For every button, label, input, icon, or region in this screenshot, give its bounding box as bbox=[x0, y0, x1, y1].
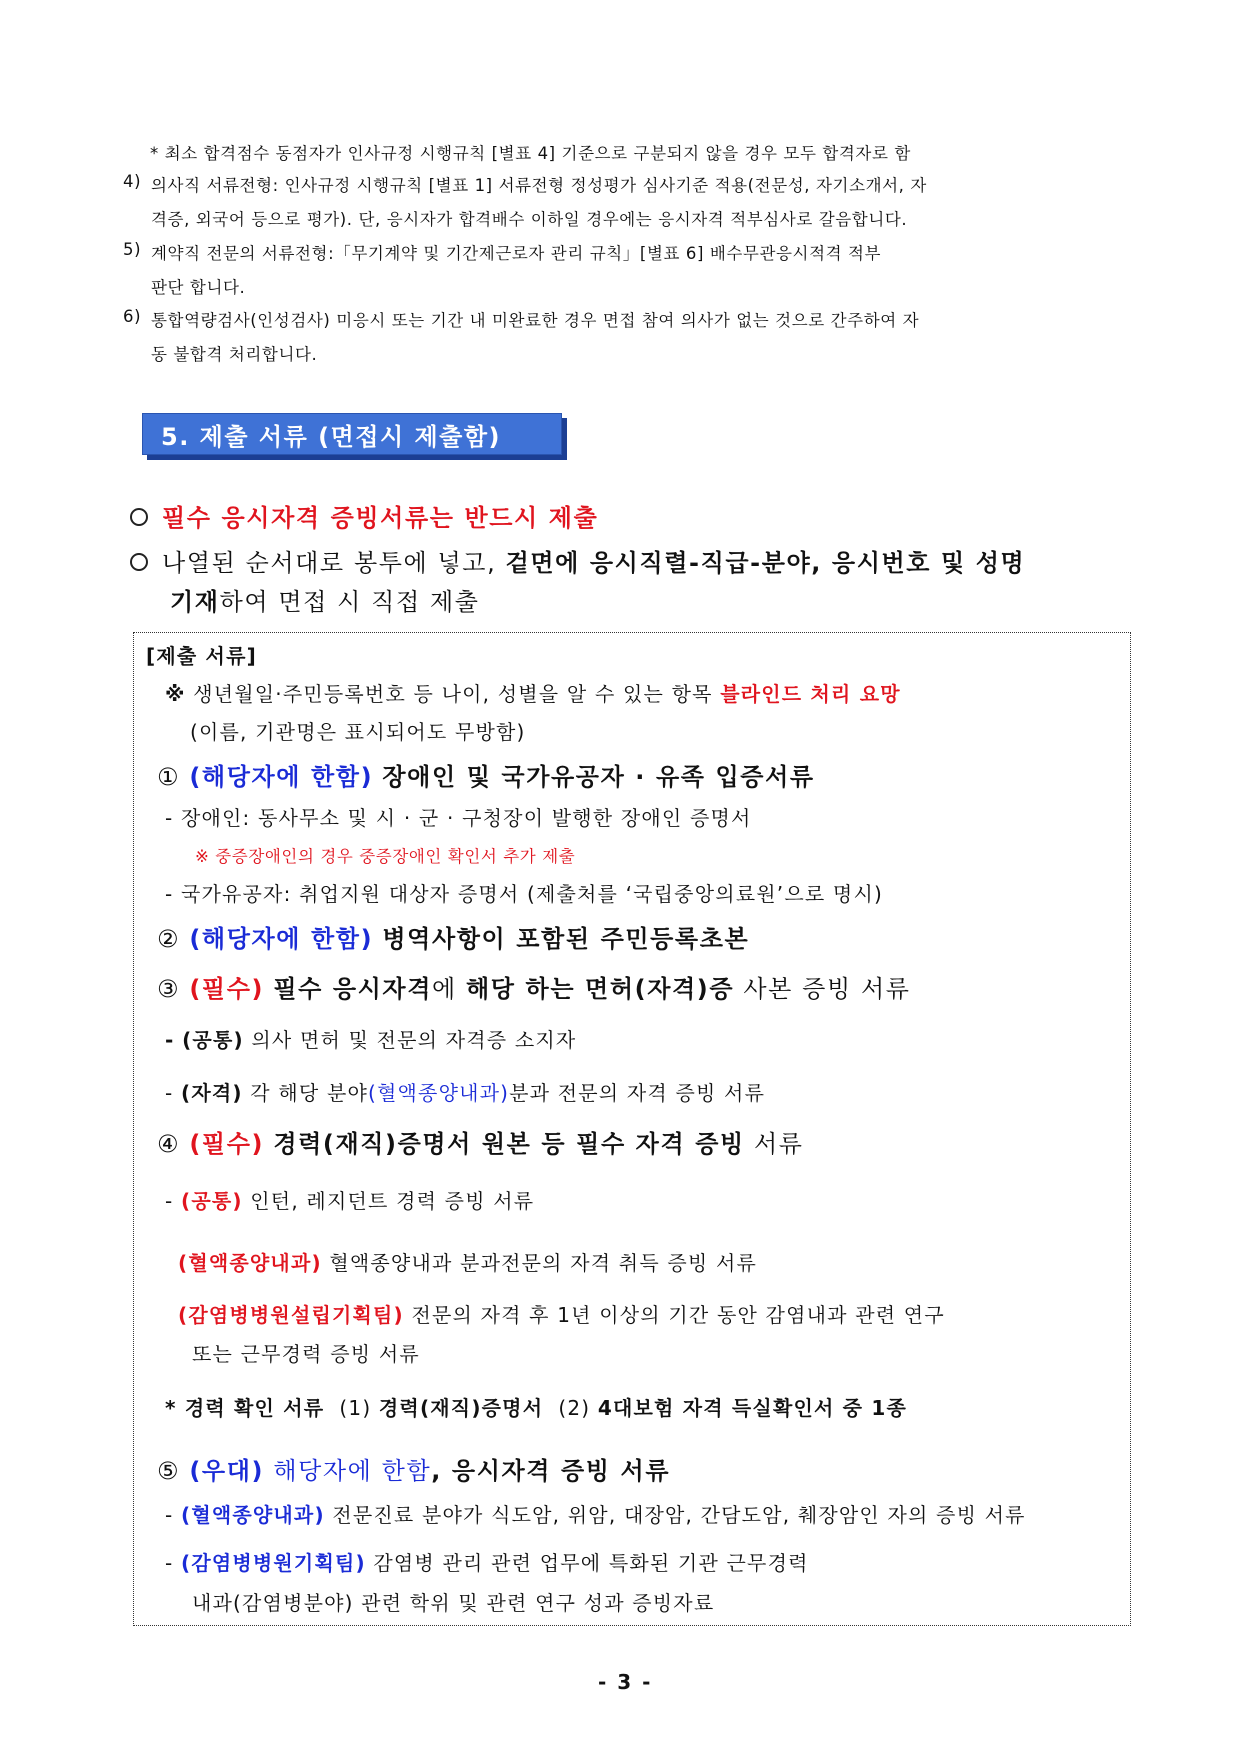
item-2-tag: (해당자에 한함) bbox=[189, 925, 374, 953]
item-4-tag: (필수) bbox=[189, 1130, 265, 1158]
bullet-envelope bbox=[130, 543, 1025, 578]
note-5-line1: 계약직 전문의 서류전형:「무기계약 및 기간제근로자 관리 규칙」[별표 6] 배수무관응시적격 적부 bbox=[151, 244, 882, 263]
section-header bbox=[142, 413, 562, 455]
note-6-number: 6) bbox=[123, 307, 142, 326]
item-3-common bbox=[165, 1024, 576, 1053]
item-4-common-text: 인턴, 레지던트 경력 증빙 서류 bbox=[250, 1189, 535, 1213]
item-4-common-tag: (공통) bbox=[180, 1189, 243, 1213]
note-5-number: 5) bbox=[123, 240, 142, 259]
item-4-career-2n: (2) bbox=[558, 1396, 591, 1420]
bullet-envelope-bold: 겉면에 응시직렬-직급-분야, 응시번호 및 성명 bbox=[505, 549, 1026, 577]
item-4-hemonc bbox=[178, 1247, 757, 1276]
item-5 bbox=[157, 1451, 670, 1486]
item-3 bbox=[157, 969, 911, 1004]
item-3-qual-tag: (자격) bbox=[180, 1081, 243, 1105]
item-4-career-check bbox=[165, 1392, 907, 1421]
bullet-envelope-rest: 하여 면접 시 직접 제출 bbox=[219, 588, 480, 616]
circle-bullet-icon bbox=[130, 553, 148, 571]
note-4-line1: 의사직 서류전형: 인사규정 시행규칙 [별표 1] 서류전형 정성평가 심사기준 적용(전문성, 자기소개서, 자 bbox=[151, 176, 927, 195]
note-6-line2: 동 불합격 처리합니다. bbox=[151, 345, 318, 364]
note-5-line2: 판단 합니다. bbox=[151, 278, 246, 297]
item-3-t4: 사본 증빙 서류 bbox=[743, 975, 911, 1003]
note-4-number: 4) bbox=[123, 172, 142, 191]
bullet-required-text: 필수 응시자격 증빙서류는 반드시 제출 bbox=[162, 504, 599, 532]
item-5-hemonc-text: 전문진료 분야가 식도암, 위암, 대장암, 간담도암, 췌장암인 자의 증빙 서류 bbox=[332, 1503, 1026, 1527]
item-3-t2: 에 bbox=[431, 975, 457, 1003]
bullet-envelope-plain: 나열된 순서대로 봉투에 넣고, bbox=[162, 549, 497, 577]
item-5-tag: (우대) bbox=[189, 1457, 265, 1485]
item-2 bbox=[157, 919, 749, 954]
item-1-number: ① bbox=[157, 763, 181, 791]
item-3-qualification bbox=[165, 1077, 765, 1106]
item-3-t1: 필수 응시자격 bbox=[273, 975, 432, 1003]
item-4-number: ④ bbox=[157, 1130, 181, 1158]
item-3-number: ③ bbox=[157, 975, 181, 1003]
item-2-number: ② bbox=[157, 925, 181, 953]
item-1-severe-note: ※ 중증장애인의 경우 중증장애인 확인서 추가 제출 bbox=[195, 847, 576, 866]
item-1 bbox=[157, 757, 815, 792]
blind-note-sub: (이름, 기관명은 표시되어도 무방함) bbox=[190, 720, 526, 744]
item-4-common bbox=[165, 1185, 534, 1214]
section-title: 5. 제출 서류 (면접시 제출함) bbox=[161, 422, 502, 451]
page-number: - 3 - bbox=[598, 1670, 653, 1694]
item-4-common-dash: - bbox=[165, 1189, 174, 1213]
item-3-qual-t2: 분과 전문의 자격 증빙 서류 bbox=[509, 1081, 766, 1105]
item-3-qual-blue: (혈액종양내과) bbox=[368, 1081, 510, 1105]
item-5-infection-dash: - bbox=[165, 1551, 174, 1575]
item-3-qual-dash: - bbox=[165, 1081, 174, 1105]
item-4-infection-tag: (감염병병원설립기획팀) bbox=[178, 1303, 404, 1327]
note-mark: ※ bbox=[165, 682, 186, 706]
item-4-infection bbox=[178, 1299, 945, 1328]
item-4-rest: 서류 bbox=[754, 1130, 804, 1158]
item-4-hemonc-text: 혈액종양내과 분과전문의 자격 취득 증빙 서류 bbox=[329, 1251, 758, 1275]
item-4-infection-text: 전문의 자격 후 1년 이상의 기간 동안 감염내과 관련 연구 bbox=[411, 1303, 945, 1327]
item-1-veterans: - 국가유공자: 취업지원 대상자 증명서 (제출처를 ‘국립중앙의료원’으로 명시) bbox=[165, 882, 883, 906]
item-5-infection bbox=[165, 1547, 809, 1576]
item-4 bbox=[157, 1124, 804, 1159]
note-4-line2: 격증, 외국어 등으로 평가). 단, 응시자가 합격배수 이하일 경우에는 응시자격 적부심사로 갈음합니다. bbox=[151, 210, 908, 229]
bullet-envelope-bold2: 기재 bbox=[170, 588, 220, 616]
item-5-blue: 해당자에 한함 bbox=[273, 1457, 432, 1485]
item-4-career-2: 4대보험 자격 득실확인서 중 1종 bbox=[597, 1396, 907, 1420]
bullet-required-docs bbox=[130, 498, 598, 533]
item-5-infection-tag: (감염병병원기획팀) bbox=[180, 1551, 366, 1575]
item-4-title: 경력(재직)증명서 원본 등 필수 자격 증빙 bbox=[273, 1130, 745, 1158]
item-5-title: , 응시자격 증빙 서류 bbox=[431, 1457, 671, 1485]
box-heading: [제출 서류] bbox=[146, 644, 257, 668]
item-1-title: 장애인 및 국가유공자 · 유족 입증서류 bbox=[382, 763, 815, 791]
item-5-hemonc-dash: - bbox=[165, 1503, 174, 1527]
item-4-hemonc-tag: (혈액종양내과) bbox=[178, 1251, 322, 1275]
item-3-tag: (필수) bbox=[189, 975, 265, 1003]
item-3-common-tag: (공통) bbox=[182, 1028, 244, 1052]
note-red-text: 블라인드 처리 요망 bbox=[720, 682, 901, 706]
note-tie-rule: * 최소 합격점수 동점자가 인사규정 시행규칙 [별표 4] 기준으로 구분되지 않을 경우 모두 합격자로 함 bbox=[150, 144, 911, 163]
item-5-infection-text: 감염병 관리 관련 업무에 특화된 기관 근무경력 bbox=[373, 1551, 809, 1575]
item-3-t3: 해당 하는 면허(자격)증 bbox=[466, 975, 735, 1003]
note-text: 생년월일·주민등록번호 등 나이, 성별을 알 수 있는 항목 bbox=[193, 682, 713, 706]
item-5-number: ⑤ bbox=[157, 1457, 181, 1485]
item-4-infection-text2: 또는 근무경력 증빙 서류 bbox=[192, 1342, 420, 1366]
item-5-hemonc bbox=[165, 1499, 1026, 1528]
item-4-career-1n: (1) bbox=[339, 1396, 372, 1420]
item-3-common-text: 의사 면허 및 전문의 자격증 소지자 bbox=[251, 1028, 577, 1052]
item-1-disabled: - 장애인: 동사무소 및 시 · 군 · 구청장이 발행한 장애인 증명서 bbox=[165, 806, 752, 830]
circle-bullet-icon bbox=[130, 508, 148, 526]
item-4-career-1: 경력(재직)증명서 bbox=[378, 1396, 544, 1420]
item-5-infection-text2: 내과(감염병분야) 관련 학위 및 관련 연구 성과 증빙자료 bbox=[192, 1591, 715, 1615]
item-3-common-dash: - bbox=[165, 1028, 175, 1052]
item-5-hemonc-tag: (혈액종양내과) bbox=[180, 1503, 325, 1527]
note-6-line1: 통합역량검사(인성검사) 미응시 또는 기간 내 미완료한 경우 면접 참여 의사가 없는 것으로 간주하여 자 bbox=[151, 311, 920, 330]
item-1-tag: (해당자에 한함) bbox=[189, 763, 374, 791]
item-2-title: 병역사항이 포함된 주민등록초본 bbox=[382, 925, 750, 953]
bullet-envelope-cont bbox=[170, 582, 480, 617]
blind-note bbox=[165, 678, 901, 707]
item-3-qual-t1: 각 해당 분야 bbox=[250, 1081, 368, 1105]
item-4-career-bold: * 경력 확인 서류 bbox=[165, 1396, 325, 1420]
